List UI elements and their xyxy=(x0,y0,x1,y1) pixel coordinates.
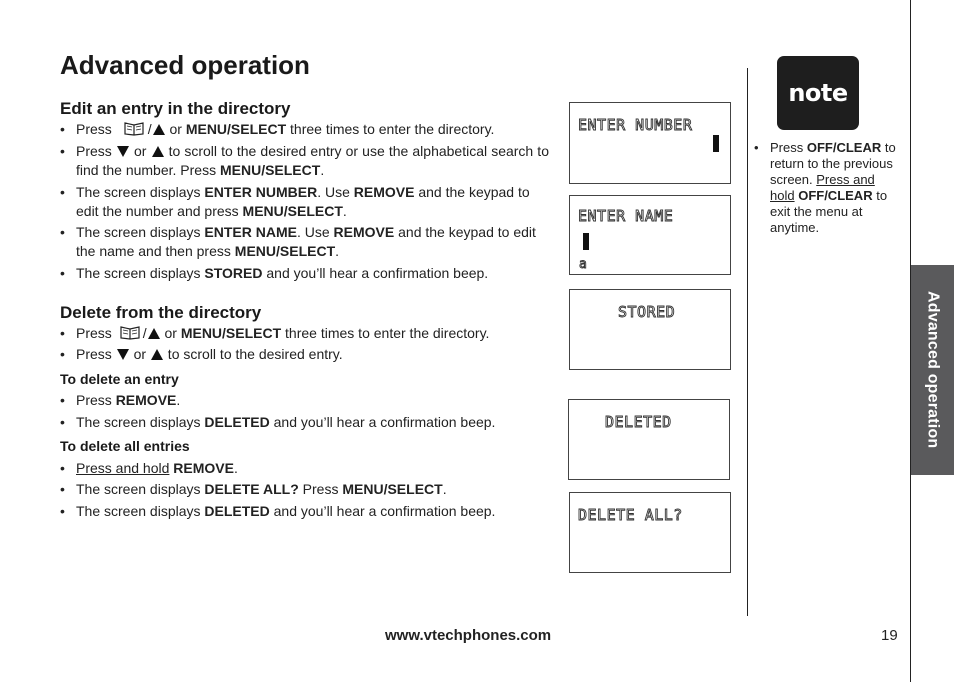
list-item: • The screen displays ENTER NAME. Use REMOVE and the keypad to edit the name and then press MENU/SELECT. xyxy=(60,224,536,259)
edit-section-heading: Edit an entry in the directory xyxy=(60,99,291,118)
page-number: 19 xyxy=(881,627,898,644)
down-triangle-icon xyxy=(116,145,130,158)
up-triangle-icon xyxy=(151,145,165,158)
list-item: • Press and hold REMOVE. xyxy=(60,460,238,476)
lcd-screen-delete-all xyxy=(569,492,731,573)
list-item: • Press REMOVE. xyxy=(60,392,181,408)
lcd-text: a xyxy=(579,257,588,272)
lcd-text: DELETE ALL? xyxy=(578,506,683,524)
list-item: • The screen displays DELETED and you’ll hear a confirmation beep. xyxy=(60,503,496,519)
list-item: • Press or to scroll to the desired entry or use the alphabetical search to find the number. Press MENU/SELECT. xyxy=(60,143,549,178)
lcd-text: STORED xyxy=(618,303,676,321)
note-badge-label: note xyxy=(788,79,848,107)
lcd-screen-deleted xyxy=(568,399,730,480)
directory-book-icon xyxy=(119,325,143,340)
lcd-text: ENTER NUMBER xyxy=(578,116,693,134)
delete-section-heading: Delete from the directory xyxy=(60,303,262,322)
lcd-cursor xyxy=(583,233,589,250)
note-text: • Press OFF/CLEAR to return to the previous screen. Press and hold OFF/CLEAR to exit the menu at anytime. xyxy=(754,140,896,235)
list-item: • The screen displays DELETED and you’ll hear a confirmation beep. xyxy=(60,414,496,430)
subheading-delete-entry: To delete an entry xyxy=(60,371,179,387)
list-item: • Press / or MENU/SELECT three times to enter the directory. xyxy=(60,121,495,137)
lcd-screen-stored xyxy=(569,289,731,370)
subheading-delete-all: To delete all entries xyxy=(60,438,190,454)
lcd-text: ENTER NAME xyxy=(578,207,674,225)
lcd-screen-enter-number xyxy=(569,102,731,184)
lcd-screen-enter-name xyxy=(569,195,731,275)
side-tab-label: Advanced operation xyxy=(924,291,942,449)
down-triangle-icon xyxy=(116,348,130,361)
lcd-cursor xyxy=(713,135,719,152)
up-triangle-icon xyxy=(147,327,161,340)
list-item: • Press or to scroll to the desired entry. xyxy=(60,346,343,362)
page-title: Advanced operation xyxy=(60,50,310,80)
column-divider xyxy=(747,68,748,616)
directory-book-icon xyxy=(122,121,148,136)
note-badge xyxy=(777,56,859,130)
footer-url[interactable]: www.vtechphones.com xyxy=(385,627,552,644)
list-item: • Press / or MENU/SELECT three times to enter the directory. xyxy=(60,325,490,341)
list-item: • The screen displays DELETE ALL? Press MENU/SELECT. xyxy=(60,481,447,497)
up-triangle-icon xyxy=(150,348,164,361)
list-item: • The screen displays ENTER NUMBER. Use REMOVE and the keypad to edit the number and press MENU/SELECT. xyxy=(60,184,530,219)
lcd-text: DELETED xyxy=(605,413,672,431)
side-tab xyxy=(911,265,954,475)
up-triangle-icon xyxy=(152,123,166,136)
list-item: • The screen displays STORED and you’ll hear a confirmation beep. xyxy=(60,265,489,281)
